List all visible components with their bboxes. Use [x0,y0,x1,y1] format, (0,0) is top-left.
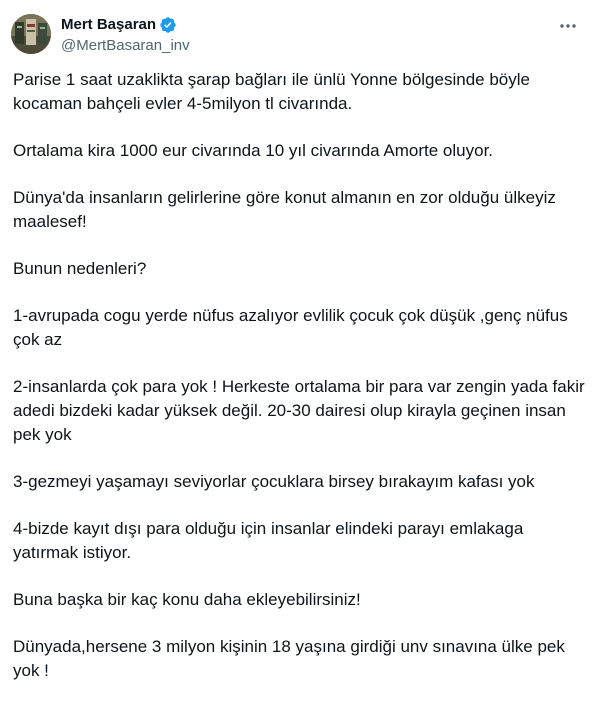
avatar-image [11,14,51,54]
tweet-paragraph: 1-avrupada cogu yerde nüfus azalıyor evlilik çocuk çok düşük ,genç nüfus çok az [13,306,568,349]
more-options-button[interactable] [556,16,580,36]
verified-badge-icon [159,16,177,34]
tweet-paragraph: Dünyada,hersene 3 milyon kişinin 18 yaşına girdiği unv sınavına ülke pek yok ! [13,637,565,680]
tweet-paragraph: 4-bizde kayıt dışı para olduğu için insanlar elindeki parayı emlakaga yatırmak istiyor. [13,519,524,562]
more-horizontal-icon [558,16,578,36]
author-display-name[interactable]: Mert Başaran [61,16,157,33]
author-handle[interactable]: @MertBasaran_inv [61,37,190,54]
tweet-paragraph: Bunun nedenleri? [13,259,147,278]
tweet-author[interactable] [61,15,190,56]
tweet-paragraph: 3-gezmeyi yaşamayı seviyorlar çocuklara birsey bırakayım kafası yok [13,472,535,491]
tweet-paragraph: Dünya'da insanların gelirlerine göre konut almanın en zor olduğu ülkeyiz maalesef! [13,188,556,231]
tweet-paragraph: Ortalama kira 1000 eur civarında 10 yıl civarında Amorte oluyor. [13,141,494,160]
tweet-text [13,68,593,706]
tweet-paragraph: 2-insanlarda çok para yok ! Herkeste ortalama bir para var zengin yada fakir adedi bizdeki kadar yüksek değil. 20-30 dairesi olup kirayla geçinen insan pek yok [13,377,585,444]
tweet-paragraph: Parise 1 saat uzaklikta şarap bağları ile ünlü Yonne bölgesinde böyle kocaman bahçeli evler 4-5milyon tl civarında. [13,70,530,113]
tweet-paragraph: Buna başka bir kaç konu daha ekleyebilirsiniz! [13,590,361,609]
avatar[interactable] [11,14,51,54]
author-name-row [61,15,190,35]
